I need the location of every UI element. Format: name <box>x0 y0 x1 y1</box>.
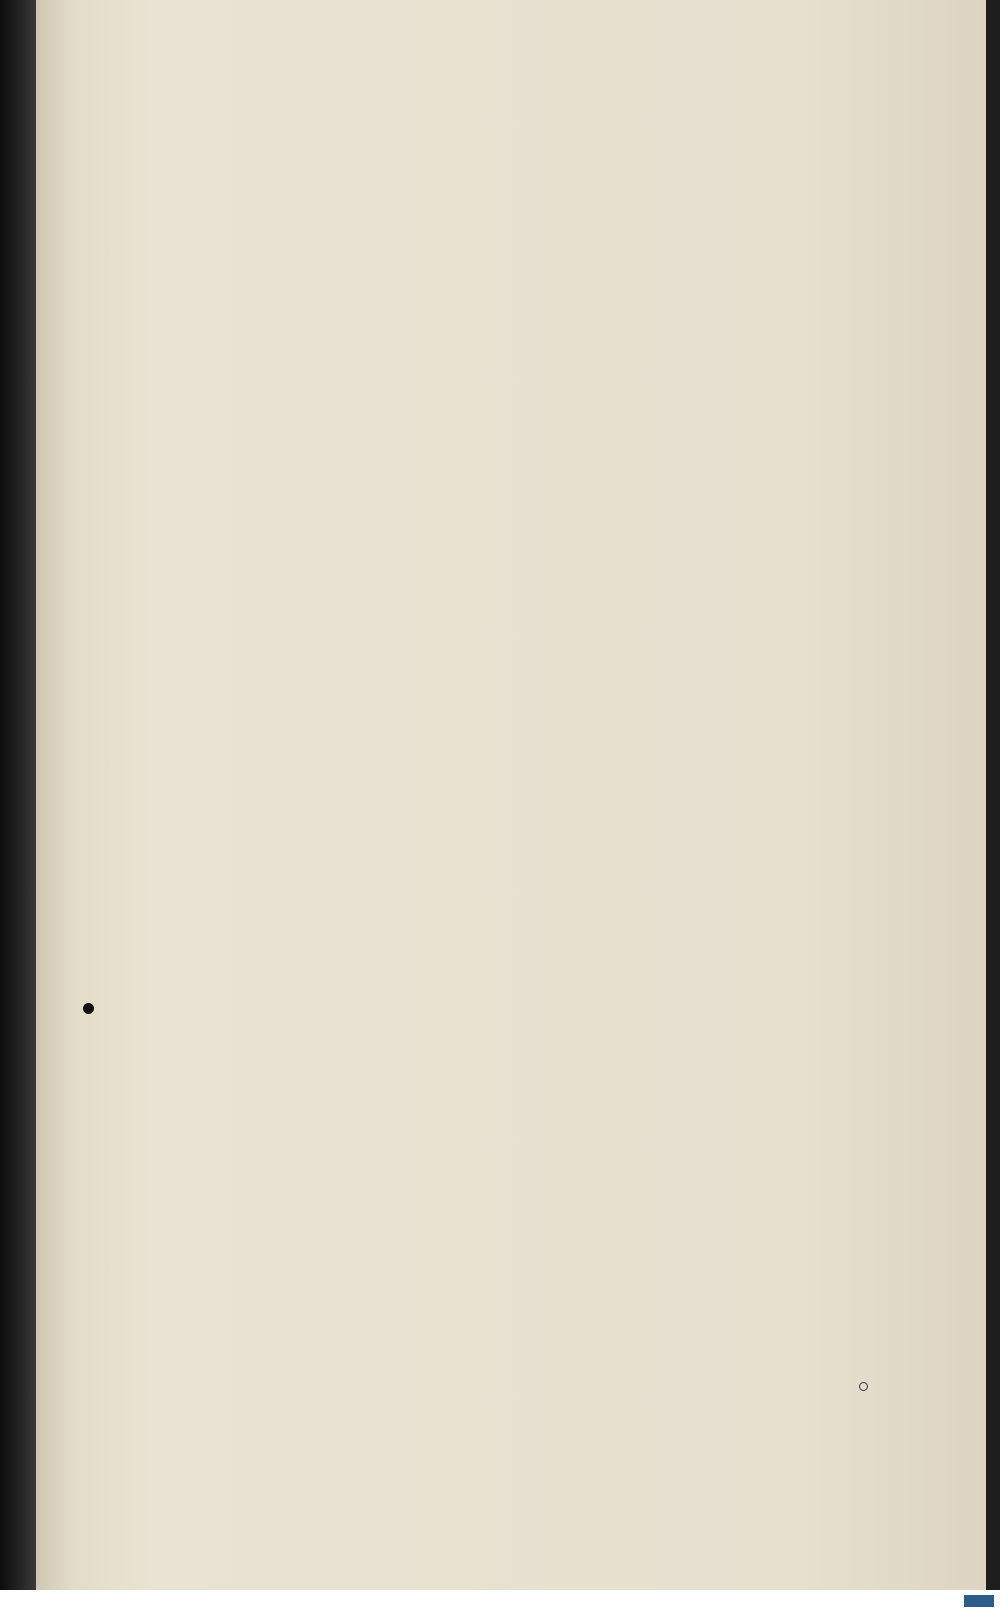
small-circle-mark <box>859 1382 868 1391</box>
footer-bar <box>0 1590 1000 1613</box>
page-right-edge <box>986 0 1000 1590</box>
dfg-logo <box>964 1595 994 1607</box>
margin-dot-mark <box>83 1003 94 1014</box>
page-gutter-shadow <box>0 0 36 1590</box>
decorated-initial <box>206 671 266 747</box>
book-page <box>36 0 986 1590</box>
